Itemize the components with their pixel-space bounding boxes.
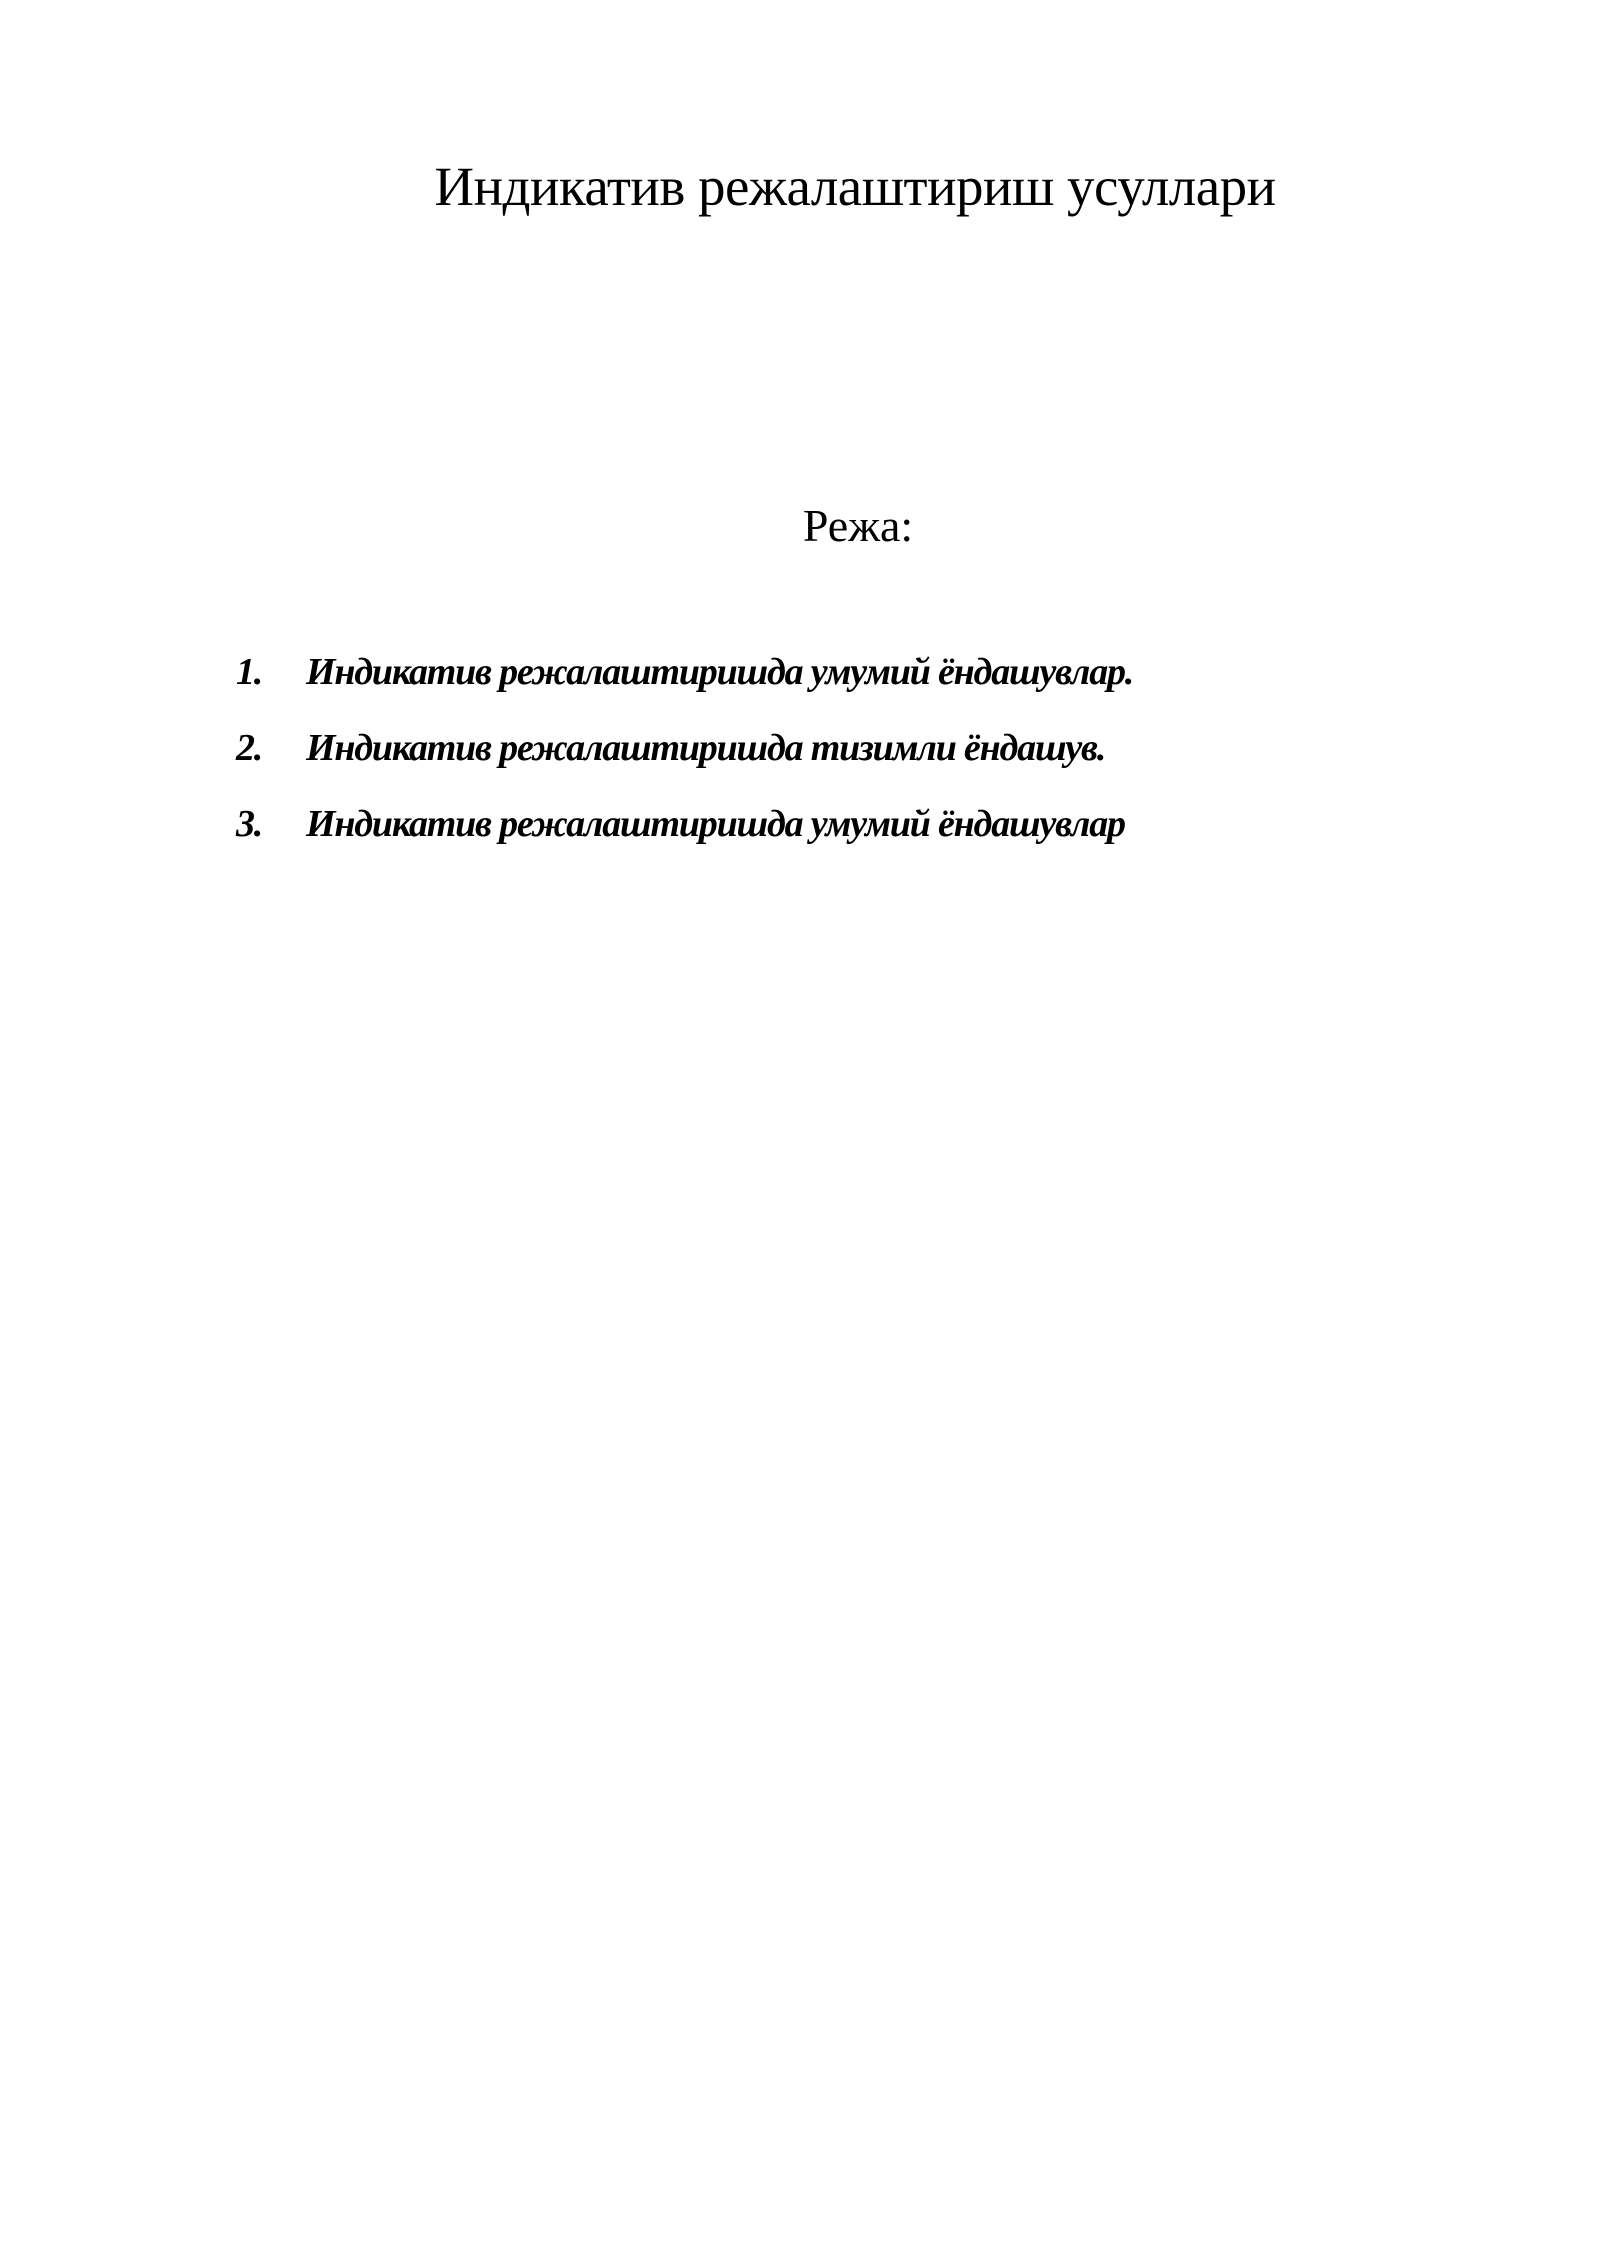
plan-item-text: Индикатив режалаштиришда умумий ёндашувлар: [306, 803, 1125, 845]
plan-list: [236, 648, 1133, 876]
plan-heading: Режа:: [802, 500, 914, 551]
plan-item-number: 3.: [236, 803, 263, 845]
plan-item: [236, 648, 1133, 724]
plan-item-text: Индикатив режалаштиришда умумий ёндашувлар.: [306, 651, 1134, 693]
plan-item: [236, 724, 1133, 800]
plan-item-text: Индикатив режалаштиришда тизимли ёндашув.: [306, 727, 1106, 769]
plan-item-number: 1.: [236, 651, 263, 693]
plan-item: [236, 800, 1133, 876]
plan-item-number: 2.: [236, 727, 263, 769]
document-title: Индикатив режалаштириш усуллари: [434, 156, 1276, 217]
